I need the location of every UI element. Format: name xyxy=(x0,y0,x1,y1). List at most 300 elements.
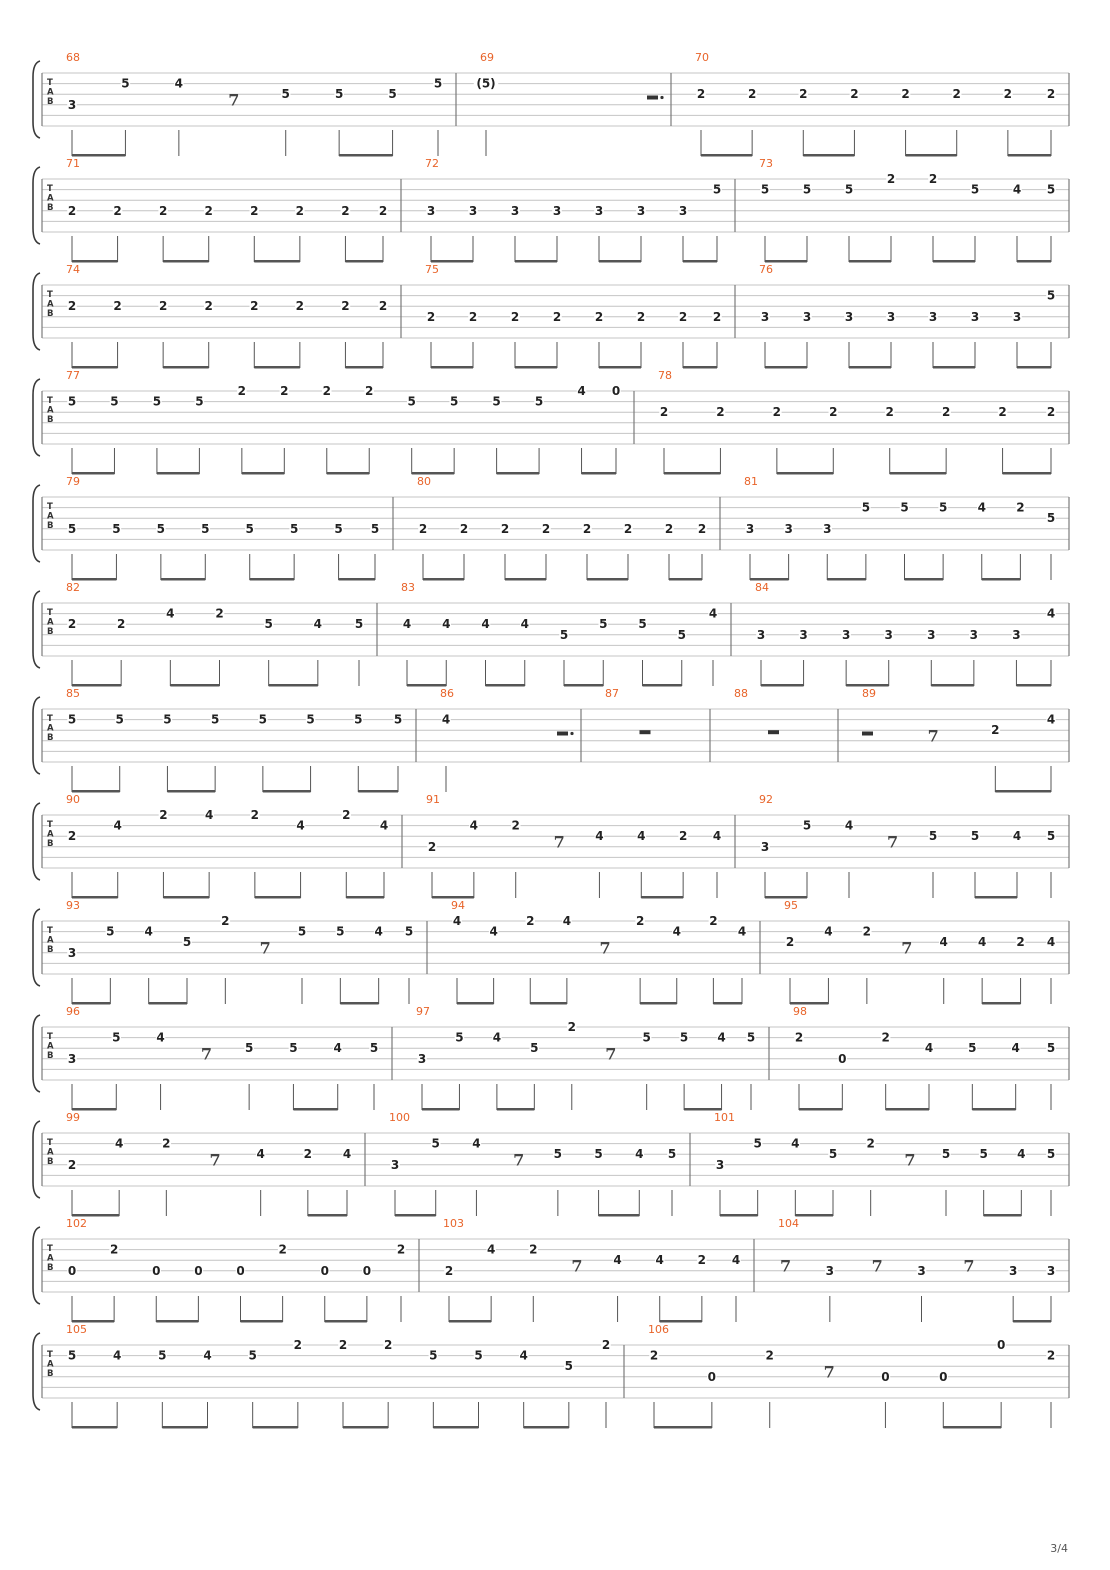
fret-number: 3 xyxy=(799,627,808,642)
tab-clef-letter: T xyxy=(47,1244,53,1254)
fret-number: 5 xyxy=(306,712,315,727)
fret-number: 5 xyxy=(594,1147,603,1162)
fret-number: 0 xyxy=(707,1369,717,1384)
measure-number: 88 xyxy=(734,687,748,700)
tab-clef-letter: A xyxy=(47,1041,54,1052)
measure-number: 81 xyxy=(744,475,758,488)
tab-clef-letter: T xyxy=(47,926,53,936)
measure xyxy=(862,687,1056,793)
tab-system xyxy=(33,1005,1069,1111)
fret-number: 4 xyxy=(562,914,572,928)
system-bracket xyxy=(33,485,40,562)
fret-number: 4 xyxy=(717,1030,726,1045)
fret-number: 4 xyxy=(712,829,722,844)
fret-number: 4 xyxy=(112,1348,122,1363)
fret-number: 2 xyxy=(396,1242,406,1257)
tab-clef-letter: T xyxy=(47,608,53,618)
rest-sixteenth: 7 xyxy=(571,1256,583,1276)
rest-whole xyxy=(768,730,779,734)
fret-number: 5 xyxy=(106,924,115,939)
fret-number: 3 xyxy=(841,627,851,642)
fret-number: 4 xyxy=(313,617,323,632)
fret-number: 2 xyxy=(109,1242,119,1257)
note-beam xyxy=(975,896,1017,899)
measure-number: 85 xyxy=(66,687,80,700)
system-bracket xyxy=(33,167,40,244)
fret-number: 2 xyxy=(709,914,718,928)
system-bracket xyxy=(33,1015,40,1092)
fret-number: 2 xyxy=(500,521,510,536)
note-beam xyxy=(486,684,525,687)
page-number: 3/4 xyxy=(1050,1542,1068,1555)
measure xyxy=(66,263,388,369)
note-beam xyxy=(241,1320,283,1323)
fret-number: 2 xyxy=(712,309,722,324)
fret-number: 2 xyxy=(204,299,213,314)
tab-clef-letter: T xyxy=(47,1032,53,1042)
fret-number: 5 xyxy=(1046,829,1056,844)
fret-number: 3 xyxy=(1046,1263,1056,1278)
fret-number: 0 xyxy=(881,1369,890,1384)
fret-number: 4 xyxy=(1046,712,1056,727)
note-beam xyxy=(263,790,311,793)
note-beam xyxy=(530,1002,567,1005)
fret-number: 2 xyxy=(510,309,520,324)
note-beam xyxy=(906,154,957,157)
measure xyxy=(734,687,779,734)
tab-clef-letter: B xyxy=(47,839,54,849)
tab-clef-letter: A xyxy=(47,723,54,734)
measure xyxy=(425,157,722,263)
note-beam xyxy=(765,366,807,369)
fret-number: 2 xyxy=(952,87,961,102)
fret-number: 2 xyxy=(158,299,168,314)
fret-number: 5 xyxy=(429,1348,438,1363)
fret-number: 5 xyxy=(163,712,172,727)
note-beam xyxy=(157,472,199,475)
measure-number: 104 xyxy=(778,1217,799,1230)
note-beam xyxy=(163,366,209,369)
fret-number: 2 xyxy=(378,203,388,218)
note-beam xyxy=(849,366,891,369)
fret-number: 2 xyxy=(383,1338,393,1352)
tab-system xyxy=(33,51,1069,157)
fret-number: 0 xyxy=(320,1263,329,1278)
measure xyxy=(66,1217,406,1323)
tab-clef-letter: T xyxy=(47,78,53,88)
fret-number: 5 xyxy=(289,521,299,536)
note-beam xyxy=(339,578,375,581)
note-beam xyxy=(683,260,717,263)
note-beam xyxy=(308,1214,347,1217)
system-bracket xyxy=(33,697,40,774)
fret-number: 5 xyxy=(264,617,273,632)
fret-number: 2 xyxy=(1046,1348,1056,1363)
fret-number: 2 xyxy=(659,405,669,420)
note-beam xyxy=(664,472,720,475)
measure-number: 70 xyxy=(695,51,709,64)
tab-clef-letter: T xyxy=(47,820,53,830)
fret-number: 3 xyxy=(884,627,893,642)
fret-number: 3 xyxy=(825,1263,835,1278)
rest-sixteenth: 7 xyxy=(823,1362,835,1382)
note-beam xyxy=(849,260,891,263)
system-bracket xyxy=(33,591,40,668)
fret-number: 3 xyxy=(1012,309,1022,324)
fret-number: 3 xyxy=(917,1263,926,1278)
measure xyxy=(66,1111,352,1217)
fret-number: 5 xyxy=(67,394,77,409)
fret-number: 3 xyxy=(594,203,604,218)
fret-number: 2 xyxy=(426,309,436,324)
rest-dot xyxy=(660,96,663,99)
note-beam xyxy=(242,472,284,475)
measure-number: 76 xyxy=(759,263,773,276)
fret-number: 2 xyxy=(303,1147,313,1162)
measure-number: 99 xyxy=(66,1111,80,1124)
fret-number: 3 xyxy=(745,521,755,536)
fret-number: 5 xyxy=(679,1030,689,1045)
rest-eighth: 7 xyxy=(209,1150,221,1170)
measure-number: 86 xyxy=(440,687,454,700)
tab-clef-letter: A xyxy=(47,829,54,840)
measure-number: 96 xyxy=(66,1005,80,1018)
measure-number: 83 xyxy=(401,581,415,594)
fret-number: 3 xyxy=(844,309,854,324)
fret-number: 0 xyxy=(152,1263,161,1278)
tab-clef-letter: A xyxy=(47,935,54,946)
system-bracket xyxy=(33,1121,40,1198)
fret-number: 2 xyxy=(1046,405,1056,420)
note-beam xyxy=(395,1214,436,1217)
fret-number: 5 xyxy=(258,712,268,727)
fret-number: 4 xyxy=(672,924,681,939)
fret-number: 4 xyxy=(519,1348,528,1363)
fret-number: 4 xyxy=(1017,1147,1026,1162)
measure xyxy=(66,581,364,687)
note-beam xyxy=(345,260,383,263)
rest-sixteenth: 7 xyxy=(605,1044,617,1064)
tab-clef-letter: B xyxy=(47,309,54,319)
note-beam xyxy=(269,684,318,687)
fret-number: 5 xyxy=(760,182,770,197)
measure-number: 82 xyxy=(66,581,80,594)
tab-system xyxy=(33,1111,1069,1217)
fret-number: 5 xyxy=(928,829,938,844)
fret-number: 2 xyxy=(594,309,604,324)
fret-number: 2 xyxy=(567,1020,576,1034)
fret-number: 5 xyxy=(289,1041,298,1056)
tab-system xyxy=(33,263,1069,369)
measure xyxy=(389,1111,677,1217)
measure-number: 71 xyxy=(66,157,80,170)
fret-number: 5 xyxy=(1046,511,1056,526)
measure xyxy=(451,899,747,1005)
fret-number: 3 xyxy=(760,839,770,854)
fret-number: 2 xyxy=(1046,87,1056,102)
note-beam xyxy=(161,578,205,581)
fret-number: 2 xyxy=(113,299,122,314)
measure xyxy=(425,263,722,369)
fret-number: 4 xyxy=(342,1147,352,1162)
fret-number: 3 xyxy=(417,1051,427,1066)
fret-number: 4 xyxy=(203,1348,212,1363)
note-beam xyxy=(72,1426,117,1429)
fret-number: 5 xyxy=(559,627,569,642)
tab-system xyxy=(33,157,1069,263)
note-beam xyxy=(643,684,682,687)
measure xyxy=(66,687,403,793)
measure-number: 92 xyxy=(759,793,773,806)
fret-number: 3 xyxy=(67,1051,77,1066)
note-beam xyxy=(253,1426,298,1429)
fret-number: 2 xyxy=(162,1136,171,1151)
note-beam xyxy=(599,260,641,263)
note-beam xyxy=(163,896,209,899)
fret-number: 2 xyxy=(529,1242,538,1257)
measure-number: 77 xyxy=(66,369,80,382)
fret-number: 5 xyxy=(433,76,443,91)
fret-number: 5 xyxy=(195,394,204,409)
fret-number: 5 xyxy=(121,76,130,91)
fret-number: 5 xyxy=(941,1147,951,1162)
system-bracket xyxy=(33,1227,40,1304)
fret-number: 2 xyxy=(1016,500,1025,515)
note-beam xyxy=(1013,1320,1051,1323)
fret-number: 4 xyxy=(174,76,184,91)
tab-clef-letter: A xyxy=(47,405,54,416)
fret-number: 5 xyxy=(844,182,854,197)
fret-number: 0 xyxy=(996,1338,1006,1352)
note-beam xyxy=(761,684,804,687)
fret-number: 5 xyxy=(404,924,414,939)
fret-number: 4 xyxy=(114,1136,124,1151)
fret-number: 3 xyxy=(784,521,793,536)
measure-number: 90 xyxy=(66,793,80,806)
fret-number: 4 xyxy=(379,818,389,833)
tab-clef-letter: B xyxy=(47,1051,54,1061)
fret-number: 2 xyxy=(850,87,859,102)
note-beam xyxy=(641,896,683,899)
note-beam xyxy=(587,578,628,581)
note-beam xyxy=(1008,154,1051,157)
measure xyxy=(793,1005,1056,1111)
tab-system xyxy=(33,475,1069,581)
note-beam xyxy=(449,1320,491,1323)
tab-clef-letter: B xyxy=(47,415,54,425)
measure-number: 80 xyxy=(417,475,431,488)
rest-eighth: 7 xyxy=(963,1256,975,1276)
fret-number: 2 xyxy=(636,309,646,324)
note-beam xyxy=(149,1002,187,1005)
fret-number: 5 xyxy=(245,521,254,536)
fret-number: 5 xyxy=(642,1030,651,1045)
fret-number: 5 xyxy=(667,1147,677,1162)
fret-number: 4 xyxy=(824,924,833,939)
note-beam xyxy=(827,578,866,581)
system-bracket xyxy=(33,803,40,880)
note-beam xyxy=(345,366,383,369)
fret-number: 2 xyxy=(67,617,77,632)
measure-number: 103 xyxy=(443,1217,464,1230)
fret-number: 5 xyxy=(970,182,980,197)
fret-number: 2 xyxy=(67,1157,77,1172)
measure xyxy=(66,51,443,157)
fret-number: 5 xyxy=(67,521,77,536)
note-beam xyxy=(720,1214,758,1217)
fret-number: 2 xyxy=(582,521,592,536)
fret-number: 5 xyxy=(182,935,192,950)
tab-clef-letter: A xyxy=(47,617,54,628)
note-beam xyxy=(982,578,1021,581)
measure xyxy=(474,51,664,156)
fret-number: 5 xyxy=(746,1030,756,1045)
rest-sixteenth: 7 xyxy=(901,938,913,958)
fret-number: 4 xyxy=(442,617,451,632)
measure-number: 84 xyxy=(755,581,769,594)
fret-number: 4 xyxy=(374,924,383,939)
fret-number: 3 xyxy=(426,203,436,218)
tab-clef-letter: A xyxy=(47,1147,54,1158)
tab-clef-letter: A xyxy=(47,1359,54,1370)
fret-number: 4 xyxy=(452,914,462,928)
note-beam xyxy=(254,366,300,369)
note-beam xyxy=(1003,472,1051,475)
note-beam xyxy=(972,1108,1015,1111)
note-beam xyxy=(886,1108,929,1111)
rest-half xyxy=(862,732,873,736)
fret-number: 3 xyxy=(390,1157,400,1172)
note-beam xyxy=(582,472,616,475)
fret-number: 2 xyxy=(601,1338,611,1352)
measure-number: 101 xyxy=(714,1111,735,1124)
fret-number: 2 xyxy=(829,405,838,420)
note-beam xyxy=(933,366,975,369)
measure-number: 106 xyxy=(648,1323,669,1336)
fret-number: 5 xyxy=(677,627,686,642)
fret-number: 3 xyxy=(552,203,562,218)
fret-number: 4 xyxy=(1046,606,1056,621)
measure-number: 93 xyxy=(66,899,80,912)
measure xyxy=(648,1323,1056,1429)
fret-number: 4 xyxy=(637,829,646,844)
note-beam xyxy=(162,1426,207,1429)
tab-clef-letter: B xyxy=(47,521,54,531)
fret-number: 4 xyxy=(844,818,854,833)
fret-number: 2 xyxy=(250,299,259,314)
note-beam xyxy=(701,154,752,157)
rest-dotted-half xyxy=(557,732,568,736)
tab-system xyxy=(33,581,1069,687)
fret-number: 2 xyxy=(1003,87,1013,102)
tab-system xyxy=(33,899,1069,1005)
note-beam xyxy=(777,472,833,475)
fret-number: 5 xyxy=(201,521,210,536)
measure xyxy=(744,475,1056,581)
fret-number: 0 xyxy=(939,1369,948,1384)
measure xyxy=(759,157,1056,263)
fret-number: 0 xyxy=(236,1263,245,1278)
fret-number: 4 xyxy=(595,829,604,844)
fret-number: 5 xyxy=(393,712,403,727)
fret-number: 3 xyxy=(67,945,77,960)
fret-number: 4 xyxy=(204,808,214,822)
fret-number: 2 xyxy=(295,299,305,314)
note-beam xyxy=(599,1214,640,1217)
tab-system xyxy=(33,369,1069,475)
fret-number: 2 xyxy=(541,521,551,536)
rest-eighth: 7 xyxy=(927,726,939,746)
note-beam xyxy=(423,578,464,581)
measure-number: 91 xyxy=(426,793,440,806)
fret-number: 3 xyxy=(969,627,979,642)
fret-number: 5 xyxy=(1046,1147,1056,1162)
note-beam xyxy=(995,790,1051,793)
fret-number: 2 xyxy=(799,87,808,102)
system-bracket xyxy=(33,61,40,138)
measure xyxy=(66,475,380,581)
fret-number: 2 xyxy=(881,1030,890,1045)
note-beam xyxy=(905,578,944,581)
measure-number: 95 xyxy=(784,899,798,912)
fret-number: 2 xyxy=(885,405,894,420)
tab-clef-letter: B xyxy=(47,1369,54,1379)
fret-number: 2 xyxy=(342,808,351,822)
fret-number: 2 xyxy=(459,521,469,536)
note-beam xyxy=(255,896,301,899)
fret-number: 2 xyxy=(794,1030,804,1045)
fret-number: 4 xyxy=(486,1242,496,1257)
tab-clef-letter: T xyxy=(47,396,53,406)
note-beam xyxy=(984,1214,1022,1217)
measure-number: 72 xyxy=(425,157,439,170)
fret-number: 2 xyxy=(237,384,247,398)
tab-clef-letter: T xyxy=(47,502,53,512)
tab-clef-letter: A xyxy=(47,511,54,522)
fret-number: 2 xyxy=(116,617,126,632)
fret-number: 0 xyxy=(611,384,621,398)
fret-number: 4 xyxy=(472,1136,481,1151)
system-bracket xyxy=(33,909,40,986)
system-bracket xyxy=(33,1333,40,1410)
fret-number: 2 xyxy=(418,521,428,536)
fret-number: 2 xyxy=(215,606,224,621)
rest-dotted-half xyxy=(647,96,658,100)
fret-number: 5 xyxy=(712,182,722,197)
fret-number: 3 xyxy=(823,521,832,536)
fret-number: 4 xyxy=(492,1030,502,1045)
tab-clef-letter: B xyxy=(47,627,54,637)
rest-sixteenth: 7 xyxy=(904,1150,916,1170)
measure xyxy=(66,793,389,899)
measure-number: 78 xyxy=(658,369,672,382)
tab-clef-letter: T xyxy=(47,714,53,724)
measure xyxy=(755,581,1056,687)
note-beam xyxy=(254,260,300,263)
tab-clef-letter: T xyxy=(47,184,53,194)
fret-number: 4 xyxy=(577,384,586,398)
measure-number: 89 xyxy=(862,687,876,700)
fret-number: 5 xyxy=(248,1348,257,1363)
note-beam xyxy=(799,1108,842,1111)
fret-number: 2 xyxy=(635,914,645,928)
measure xyxy=(695,51,1056,157)
fret-number: 5 xyxy=(968,1041,977,1056)
note-beam xyxy=(497,472,539,475)
fret-number: 4 xyxy=(113,818,122,833)
tab-clef-letter: B xyxy=(47,945,54,955)
fret-number: 5 xyxy=(112,521,121,536)
